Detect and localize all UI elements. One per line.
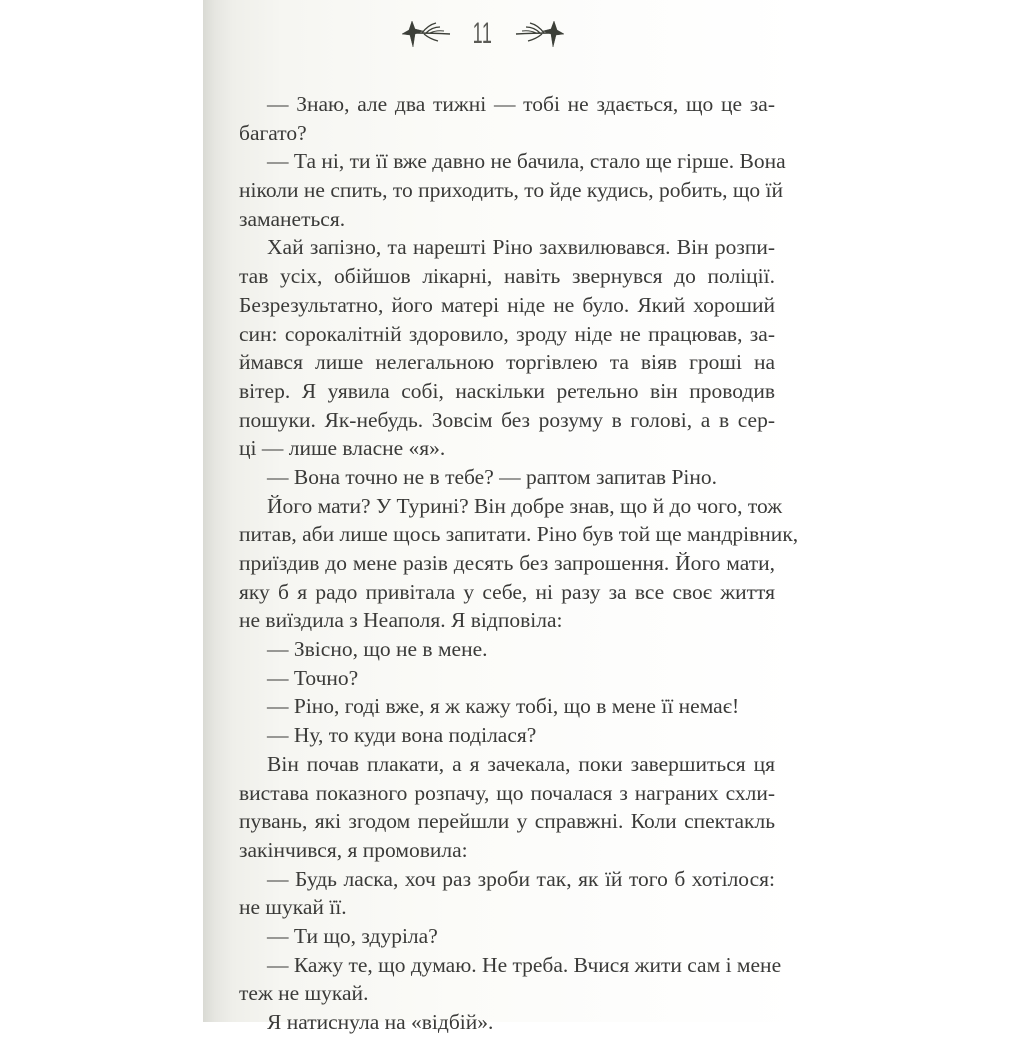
text-line: пувань, які згодом перейшли у справжні. Коли спектакль (239, 809, 775, 834)
text-line: Його мати? У Турині? Він добре знав, що й до чого, тож (267, 493, 783, 518)
page-header (183, 14, 783, 54)
text-line: питав, аби лише щось запитати. Ріно був той ще мандрівник, (239, 522, 799, 547)
text-line: тав усіх, обійшов лікарні, навіть звернувся до поліції. (239, 264, 775, 289)
text-line: ці — лише власне «я». (239, 436, 446, 461)
body-text (239, 90, 799, 1037)
text-line: закінчився, я промовила: (239, 837, 468, 862)
text-line: вистава показного розпачу, що почалася з награних схли- (239, 780, 775, 805)
text-line: заманеться. (239, 206, 346, 231)
text-line: — Будь ласка, хоч раз зроби так, як їй того б хотілося: (267, 866, 775, 891)
text-line: Я натиснула на «відбій». (267, 1010, 494, 1034)
text-line: ніколи не спить, то приходить, то йде кудись, робить, що їй (239, 178, 784, 203)
text-line: яку б я радо привітала у себе, ні разу за все своє життя (239, 579, 775, 604)
text-line: теж не шукай. (239, 981, 369, 1006)
text-line: — Знаю, але два тижні — тобі не здається, що це за- (267, 92, 775, 116)
floral-ornament-right-icon (514, 17, 566, 51)
text-line: Безрезультатно, його матері ніде не було. Який хороший (239, 292, 775, 317)
text-line: Він почав плакати, а я зачекала, поки завершиться ця (267, 751, 775, 776)
text-line: багато? (239, 120, 307, 145)
book-page (203, 0, 803, 1034)
text-line: Хай запізно, та нарешті Ріно захвилювався. Він розпи- (267, 235, 775, 260)
text-line: вітер. Я уявила собі, наскільки ретельно він проводив (239, 378, 775, 403)
text-line: ймався лише нелегальною торгівлею та віяв гроші на (239, 350, 775, 375)
text-line: — Кажу те, що думаю. Не треба. Вчися жити сам і мене (267, 952, 782, 977)
text-line: — Та ні, ти її вже давно не бачила, стало ще гірше. Вона (267, 149, 786, 174)
text-line: — Ну, то куди вона поділася? (267, 723, 537, 748)
page-number: 11 (473, 17, 493, 50)
text-line: пошуки. Як-небудь. Зовсім без розуму в голові, а в сер- (239, 407, 775, 432)
text-line: приїздив до мене разів десять без запрошення. Його мати, (239, 551, 775, 575)
text-line: — Звісно, що не в мене. (267, 637, 488, 662)
text-line: не виїздила з Неаполя. Я відповіла: (239, 608, 563, 633)
text-line: — Ріно, годі вже, я ж кажу тобі, що в мене її немає! (267, 694, 740, 719)
text-line: — Точно? (267, 665, 359, 690)
text-line: не шукай її. (239, 895, 347, 920)
text-line: син: сорокалітній здоровило, зроду ніде не працював, за- (239, 321, 775, 346)
text-line: — Ти що, здуріла? (267, 923, 438, 948)
floral-ornament-left-icon (400, 17, 452, 51)
text-line: — Вона точно не в тебе? — раптом запитав Ріно. (267, 464, 718, 489)
